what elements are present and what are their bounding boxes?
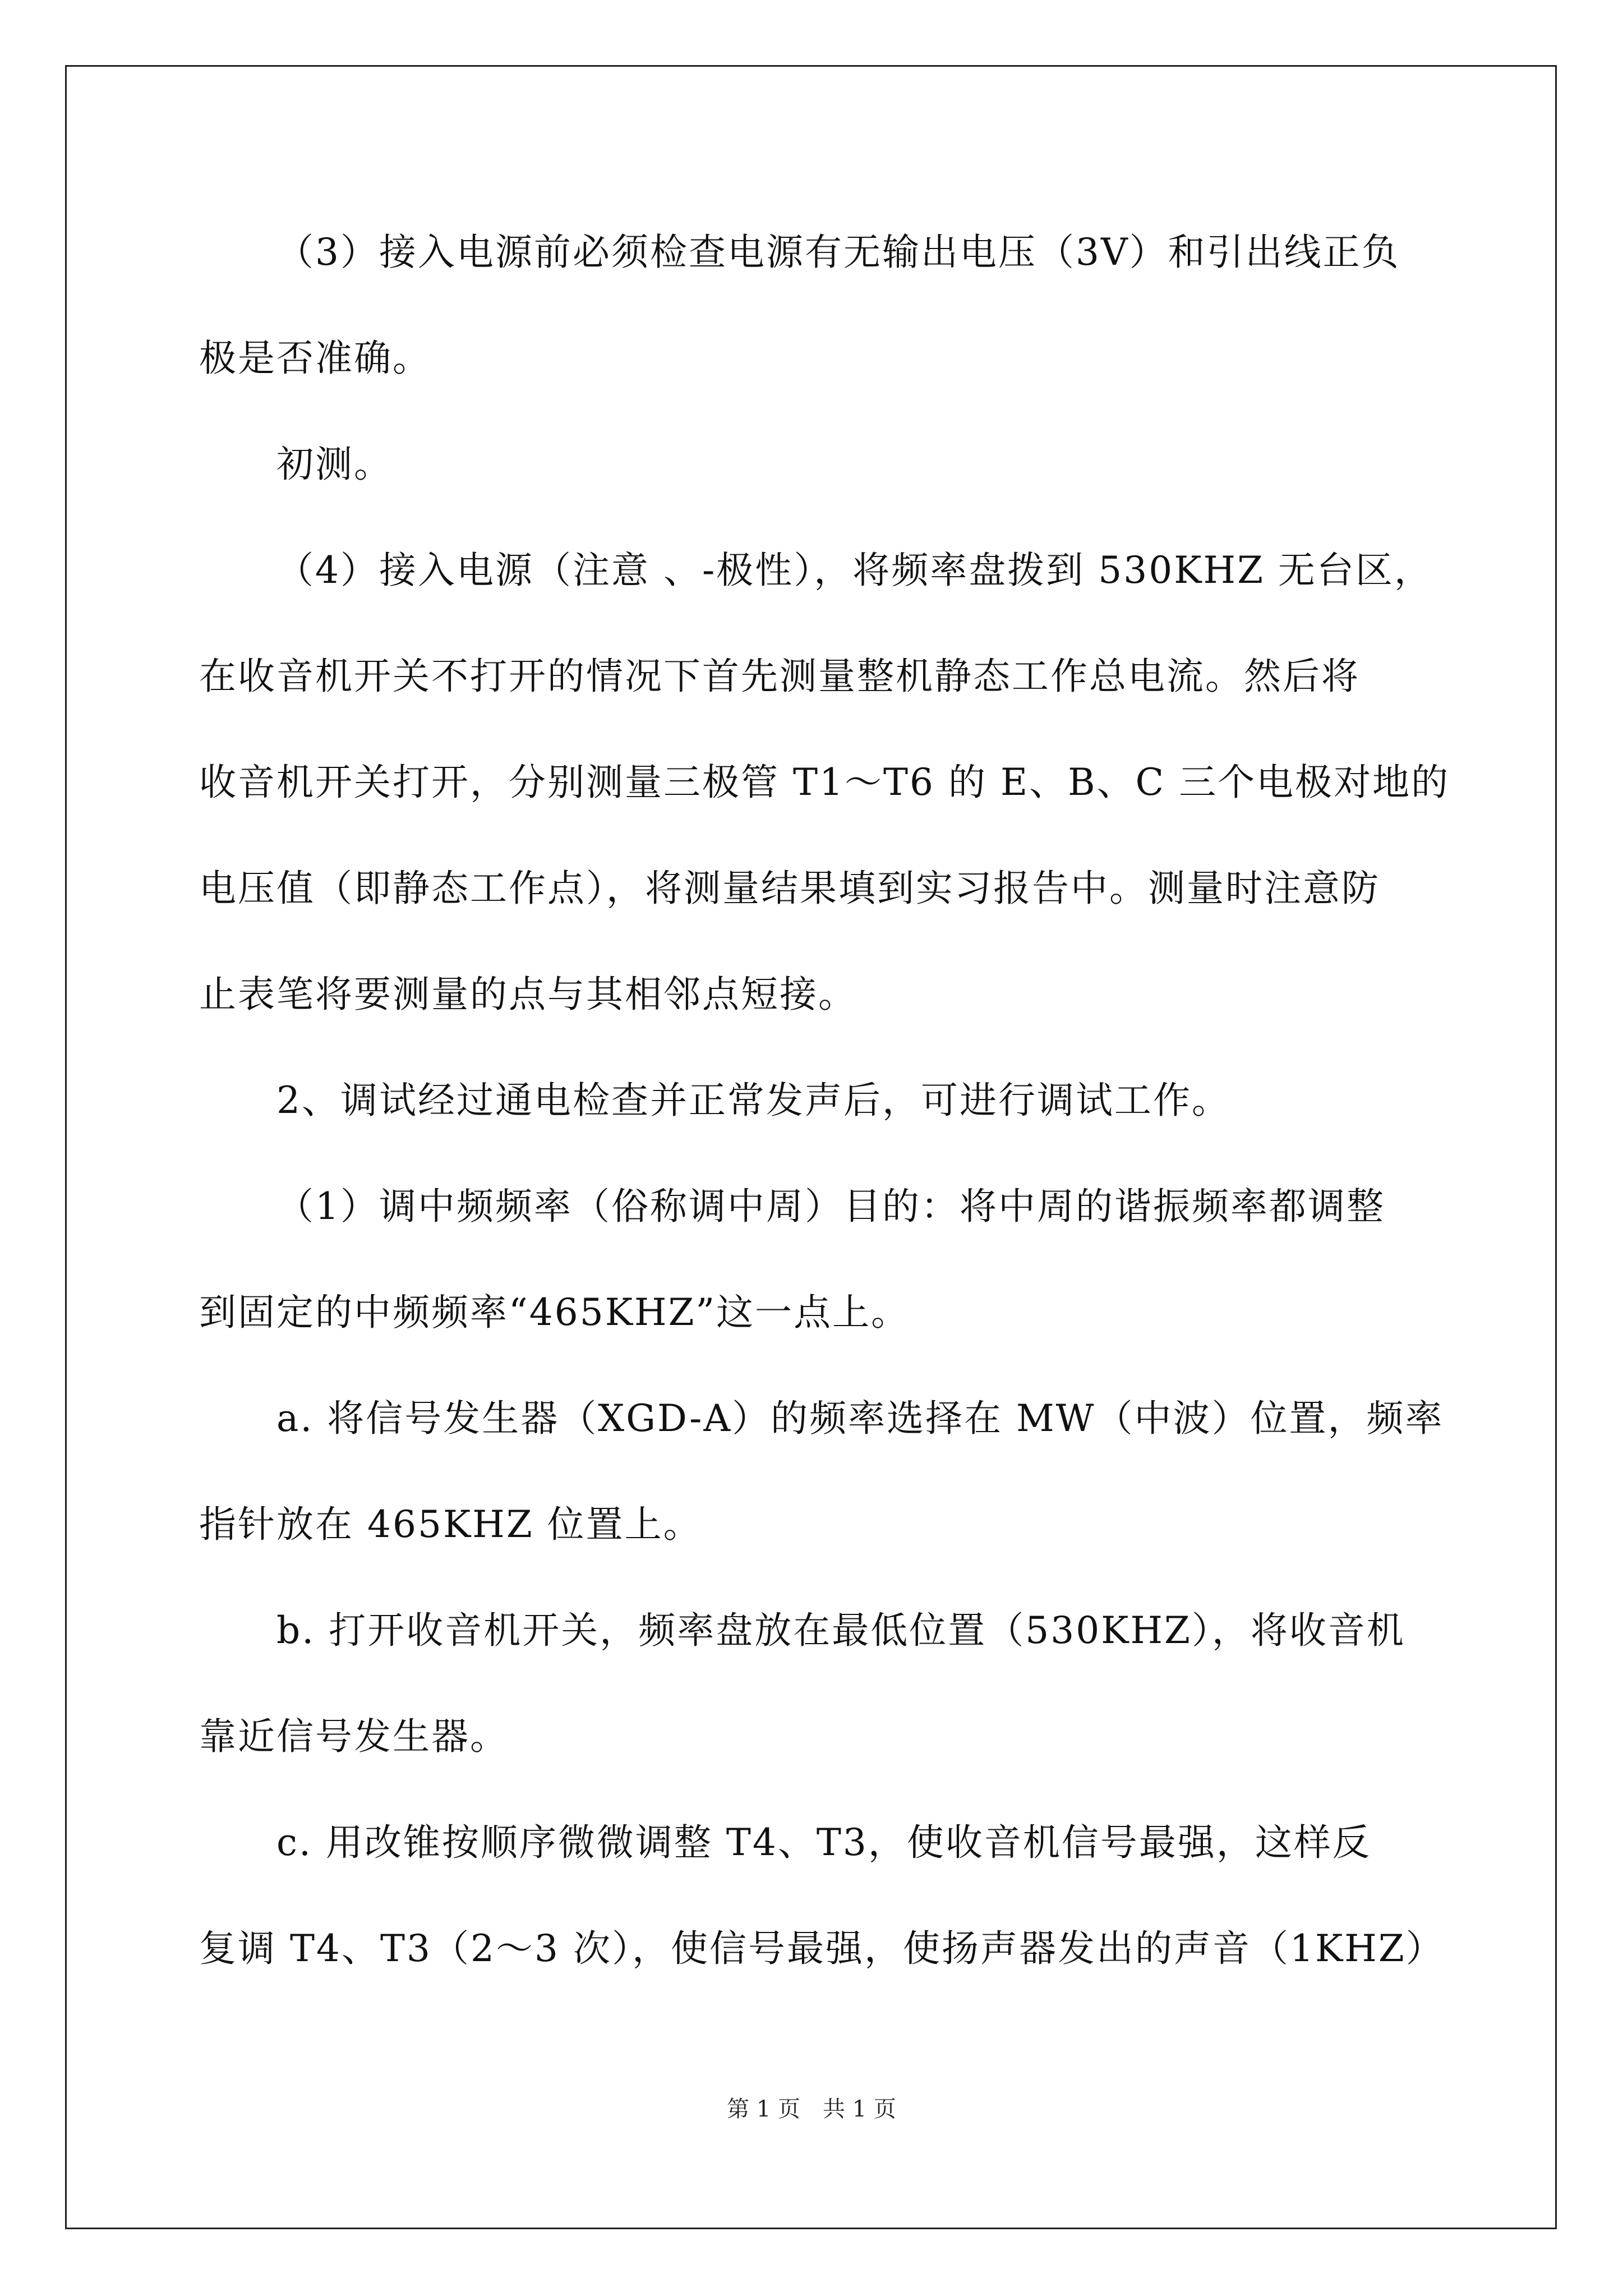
paragraph-line: 在收音机开关不打开的情况下首先测量整机静态工作总电流。然后将 xyxy=(199,655,1360,698)
paragraph-line: 靠近信号发生器。 xyxy=(199,1715,509,1758)
paragraph-line: （4）接入电源（注意 、-极性），将频率盘拨到 530KHZ 无台区， xyxy=(276,549,1433,592)
paragraph-line: 极是否准确。 xyxy=(199,337,431,380)
paragraph-line: 初测。 xyxy=(276,443,393,486)
paragraph-line: a. 将信号发生器（XGD-A）的频率选择在 MW（中波）位置，频率 xyxy=(276,1397,1444,1440)
paragraph-line: 指针放在 465KHZ 位置上。 xyxy=(199,1503,702,1546)
page-footer: 第 1 页 共 1 页 xyxy=(727,2096,896,2122)
paragraph-line: 电压值（即静态工作点），将测量结果填到实习报告中。测量时注意防 xyxy=(199,867,1380,910)
paragraph-line: 到固定的中频频率“465KHZ”这一点上。 xyxy=(199,1291,910,1334)
document-body xyxy=(199,199,1450,2001)
paragraph-line: c. 用改锥按顺序微微调整 T4、T3，使收音机信号最强，这样反 xyxy=(276,1821,1371,1864)
paragraph-line: b. 打开收音机开关，频率盘放在最低位置（530KHZ），将收音机 xyxy=(276,1609,1405,1652)
paragraph-line: 收音机开关打开，分别测量三极管 T1～T6 的 E、B、C 三个电极对地的 xyxy=(199,761,1450,804)
paragraph-line: （3）接入电源前必须检查电源有无输出电压（3V）和引出线正负 xyxy=(276,231,1400,274)
paragraph-line: 2、调试经过通电检查并正常发声后，可进行调试工作。 xyxy=(276,1079,1230,1122)
paragraph-line: （1）调中频频率（俗称调中周）目的：将中周的谐振频率都调整 xyxy=(276,1185,1385,1228)
paragraph-line: 止表笔将要测量的点与其相邻点短接。 xyxy=(199,973,857,1016)
paragraph-line: 复调 T4、T3（2～3 次），使信号最强，使扬声器发出的声音（1KHZ） xyxy=(199,1927,1445,1970)
